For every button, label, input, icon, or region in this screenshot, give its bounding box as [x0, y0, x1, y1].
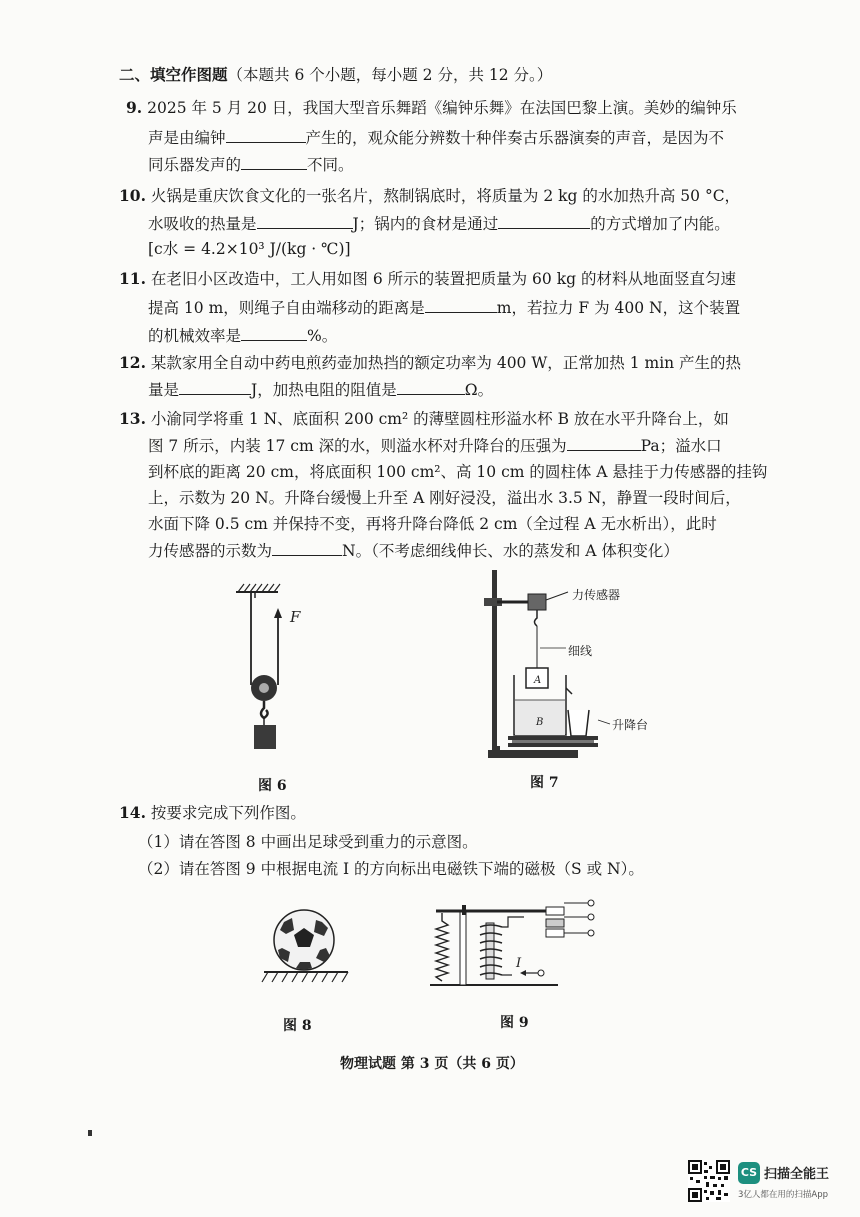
force-label: F — [290, 608, 301, 626]
platform-label: 升降台 — [612, 718, 649, 732]
question-text: J；锅内的食材是通过 — [352, 215, 499, 233]
question-11-line-1 — [119, 268, 736, 290]
question-text: 声是由编钟 — [148, 129, 226, 147]
question-text: 同乐器发声的 — [148, 156, 242, 174]
question-text: 提高 10 m，则绳子自由端移动的距离是 — [148, 299, 425, 317]
question-number: 9. — [126, 98, 143, 117]
question-12-line-1 — [119, 352, 741, 374]
question-11-line-3 — [148, 325, 337, 347]
figure-9-electromagnet[interactable] — [428, 893, 603, 993]
question-14-part-1: （1）请在答图 8 中画出足球受到重力的示意图。 — [138, 833, 478, 851]
answer-blank[interactable] — [498, 214, 590, 229]
thread-label: 细线 — [568, 644, 593, 658]
sensor-label: 力传感器 — [572, 588, 621, 602]
stray-mark — [88, 1130, 92, 1136]
question-text: J，加热电阻的阻值是 — [251, 381, 397, 399]
question-9-line-1 — [126, 97, 737, 119]
section-note: （本题共 6 个小题，每小题 2 分，共 12 分。） — [227, 66, 553, 84]
question-text: 力传感器的示数为 — [148, 542, 273, 560]
question-13-line-4: 上，示数为 20 N。升降台缓慢上升至 A 刚好浸没，溢出水 3.5 N，静置一段时间后， — [148, 489, 741, 507]
figure-9-caption: 图 9 — [500, 1015, 529, 1031]
question-13-line-3: 到杯底的距离 20 cm，将底面积 100 cm²、高 10 cm 的圆柱体 A 悬挂于力传感器的挂钩 — [148, 463, 768, 481]
question-text: 的机械效率是 — [148, 327, 242, 345]
question-number: 13. — [119, 409, 146, 428]
question-text: Pa；溢水口 — [640, 437, 722, 455]
question-number: 12. — [119, 353, 146, 372]
question-13-line-1 — [119, 408, 729, 430]
figure-8-football[interactable] — [256, 900, 356, 995]
answer-blank[interactable] — [397, 380, 465, 395]
question-text: N。（不考虑细线伸长、水的蒸发和 A 体积变化） — [342, 542, 679, 560]
question-10-line-3: [c水 = 4.2×10³ J/(kg · ℃)] — [148, 240, 351, 258]
answer-blank[interactable] — [567, 436, 641, 451]
question-text: 量是 — [148, 381, 180, 399]
question-text: 某款家用全自动中药电煎药壶加热挡的额定功率为 400 W，正常加热 1 min 产生的热 — [150, 354, 742, 372]
scanner-title: 扫描全能王 — [764, 1167, 830, 1182]
question-9-line-3 — [148, 154, 354, 176]
question-text: 火锅是重庆饮食文化的一张名片，熬制锅底时，将质量为 2 kg 的水加热升高 50 °C， — [150, 187, 741, 205]
question-text: 按要求完成下列作图。 — [150, 804, 306, 822]
answer-blank[interactable] — [226, 128, 306, 143]
section-title: 二、填空作图题 — [119, 65, 228, 84]
question-text: 水吸收的热量是 — [148, 215, 257, 233]
question-number: 10. — [119, 186, 146, 205]
question-text: 图 7 所示，内装 17 cm 深的水，则溢水杯对升降台的压强为 — [148, 437, 567, 455]
question-11-line-2 — [148, 297, 740, 319]
answer-blank[interactable] — [257, 214, 353, 229]
qr-code-icon — [688, 1160, 730, 1202]
question-10-line-2 — [148, 213, 730, 235]
question-text: 产生的，观众能分辨数十种伴奏古乐器演奏的声音，是因为不 — [305, 129, 725, 147]
question-text: 不同。 — [307, 156, 354, 174]
current-label: I — [516, 956, 522, 971]
question-9-line-2 — [148, 127, 724, 149]
question-text: %。 — [307, 327, 338, 345]
label-a: A — [534, 675, 542, 686]
figure-7-caption: 图 7 — [530, 775, 559, 791]
question-text: 在老旧小区改造中，工人用如图 6 所示的装置把质量为 60 kg 的材料从地面竖直匀速 — [150, 270, 736, 288]
label-b: B — [536, 717, 544, 728]
question-14-line-1 — [119, 802, 306, 824]
question-number: 11. — [119, 269, 146, 288]
scanner-subtitle: 3亿人都在用的扫描App — [738, 1190, 829, 1200]
question-10-line-1 — [119, 185, 740, 207]
question-text: 2025 年 5 月 20 日，我国大型音乐舞蹈《编钟乐舞》在法国巴黎上演。美妙的编钟乐 — [147, 99, 737, 117]
section-heading — [119, 64, 552, 86]
question-text: Ω。 — [464, 381, 494, 399]
question-13-line-6 — [148, 540, 679, 562]
question-number: 14. — [119, 803, 146, 822]
question-14-part-2: （2）请在答图 9 中根据电流 I 的方向标出电磁铁下端的磁极（S 或 N）。 — [138, 860, 644, 878]
question-text: 的方式增加了内能。 — [590, 215, 730, 233]
question-13-line-2 — [148, 435, 722, 457]
figure-6-caption: 图 6 — [258, 778, 287, 794]
answer-blank[interactable] — [241, 155, 307, 170]
answer-blank[interactable] — [179, 380, 251, 395]
question-13-line-5: 水面下降 0.5 cm 并保持不变，再将升降台降低 2 cm（全过程 A 无水析出），此时 — [148, 515, 717, 533]
answer-blank[interactable] — [425, 298, 497, 313]
figure-6-pulley — [228, 580, 318, 752]
question-12-line-2 — [148, 379, 493, 401]
question-text: 小渝同学将重 1 N、底面积 200 cm² 的薄壁圆柱形溢水杯 B 放在水平升降台上，如 — [150, 410, 729, 428]
page-footer: 物理试题 第 3 页（共 6 页） — [340, 1056, 524, 1072]
answer-blank[interactable] — [241, 326, 307, 341]
figure-8-caption: 图 8 — [283, 1018, 312, 1034]
answer-blank[interactable] — [272, 541, 342, 556]
question-text: m，若拉力 F 为 400 N，这个装置 — [496, 299, 741, 317]
scanner-logo-icon: CS — [738, 1162, 760, 1184]
